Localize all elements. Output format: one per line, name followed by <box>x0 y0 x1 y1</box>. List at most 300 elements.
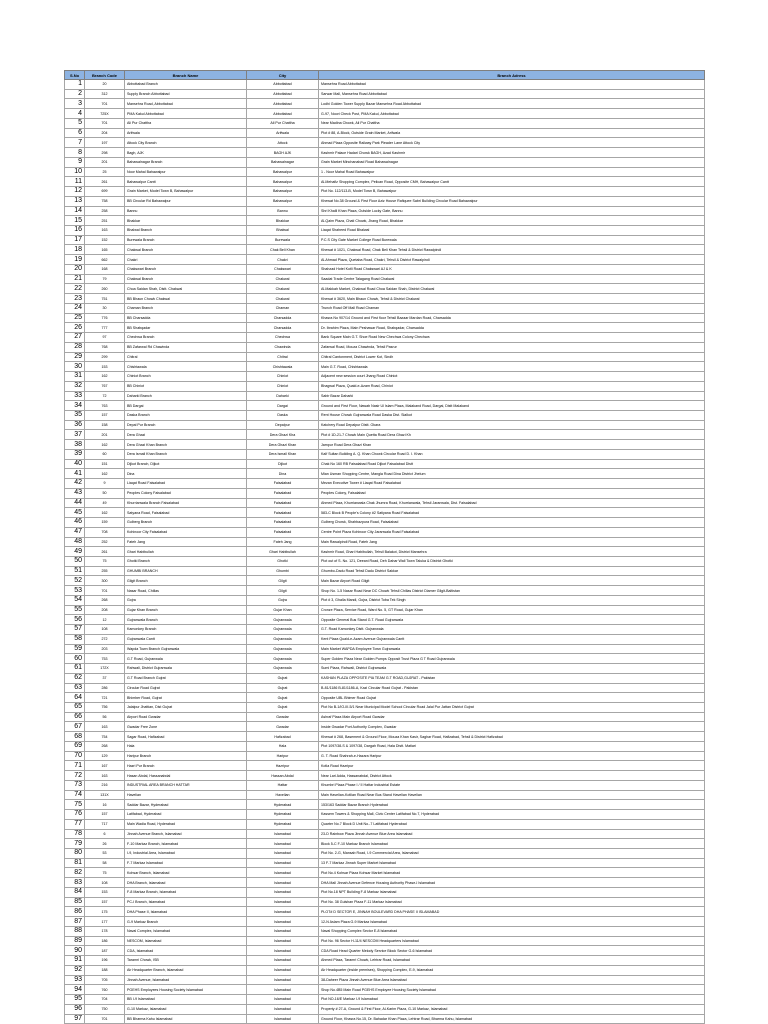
cell-branch-name: BB Bharma Kahu Islamabad <box>125 1014 247 1024</box>
cell-branch-code: 208 <box>85 605 125 615</box>
cell-sno: 91 <box>65 956 85 966</box>
cell-branch-code: 177 <box>85 917 125 927</box>
cell-city: Ghotki <box>247 556 319 566</box>
cell-sno: 21 <box>65 274 85 284</box>
cell-city: Gilgit <box>247 586 319 596</box>
cell-sno: 61 <box>65 664 85 674</box>
table-row <box>65 722 705 732</box>
cell-sno: 51 <box>65 566 85 576</box>
cell-branch-code: 751 <box>85 294 125 304</box>
cell-branch-code: 758 <box>85 196 125 206</box>
cell-branch-code: 701 <box>85 118 125 128</box>
cell-sno: 58 <box>65 634 85 644</box>
cell-city: Bannu <box>247 206 319 216</box>
cell-branch-address: Kashmir Palace Hadari Chowk BAGH, Azad Kashmir <box>319 148 705 158</box>
cell-sno: 85 <box>65 897 85 907</box>
cell-city: Dina <box>247 469 319 479</box>
cell-branch-code: 153 <box>85 887 125 897</box>
cell-branch-name: BB Circular Rd Bahawalpur <box>125 196 247 206</box>
cell-city: Hyderabad <box>247 810 319 820</box>
cell-city: Bahawalpur <box>247 177 319 187</box>
table-row <box>65 216 705 226</box>
cell-branch-address: Block 5-C F-10 Markaz Branch Islamabad <box>319 839 705 849</box>
cell-sno: 40 <box>65 459 85 469</box>
cell-city: Gujrat <box>247 673 319 683</box>
cell-branch-name: Gilgit Branch <box>125 576 247 586</box>
cell-branch-code: 767 <box>85 381 125 391</box>
cell-branch-address: Cronze Plaza, Service Road, Ward No. 5, GT Road, Gujar Khan <box>319 605 705 615</box>
cell-city: Islamabad <box>247 829 319 839</box>
cell-branch-address: Main Havelian-Kotlian Road Near Bus Stand Havelian Havelian <box>319 790 705 800</box>
cell-city: Chiniot <box>247 372 319 382</box>
table-row <box>65 537 705 547</box>
cell-branch-code: 286 <box>85 683 125 693</box>
table-row <box>65 80 705 90</box>
cell-sno: 60 <box>65 654 85 664</box>
header-row <box>65 71 705 80</box>
cell-branch-address: Near Lari Adda, Hassanabdal, District Attock <box>319 771 705 781</box>
table-row <box>65 264 705 274</box>
cell-branch-address: Kent Plaza Quaid-e-Azam Avenue Gujranwala Cantt <box>319 634 705 644</box>
cell-branch-address: 583-C Block B People's Colony #2 Satiyana Road Faisalabad <box>319 508 705 518</box>
cell-branch-address: Ground and First Floor, Nawab Nasir Ul Islam Plaza, Malakand Road, Dargai, Distt Malakand <box>319 401 705 411</box>
cell-city: Faisalabad <box>247 518 319 528</box>
cell-branch-address: 153/163 Saddar Bazar Branch Hyderabad <box>319 800 705 810</box>
cell-sno: 77 <box>65 819 85 829</box>
cell-city: Dera Ismail Khan <box>247 449 319 459</box>
cell-branch-name: G-10 Markaz, Islamabad <box>125 1004 247 1014</box>
table-row <box>65 449 705 459</box>
cell-branch-name: Chakwal Branch <box>125 245 247 255</box>
cell-branch-name: BB I-9 Islamabad <box>125 995 247 1005</box>
table-row <box>65 148 705 158</box>
cell-branch-address: Al-Mehafiz Shopping Complex, Pelican Road, Opposite CMH, Bahawalpur Cantt <box>319 177 705 187</box>
cell-sno: 88 <box>65 926 85 936</box>
cell-city: Arifwala <box>247 128 319 138</box>
cell-city: Chaman <box>247 303 319 313</box>
table-row <box>65 946 705 956</box>
cell-branch-address: Shri Khalil Khan Plaza, Outside Lucky Gate, Bannu <box>319 206 705 216</box>
header-sno: S.No <box>65 71 85 80</box>
table-row <box>65 547 705 557</box>
cell-branch-code: 777 <box>85 323 125 333</box>
cell-city: Attock <box>247 138 319 148</box>
cell-branch-address: Plot # 88, A-Block, Outside Grain Market, Arifwala <box>319 128 705 138</box>
table-row <box>65 819 705 829</box>
cell-sno: 52 <box>65 576 85 586</box>
cell-branch-name: Ali Pur Chattha <box>125 118 247 128</box>
cell-branch-name: GHUMBI BRANCH <box>125 566 247 576</box>
cell-city: Islamabad <box>247 956 319 966</box>
cell-city: Islamabad <box>247 1004 319 1014</box>
cell-branch-name: Saddar Bazar, Hyderabad <box>125 800 247 810</box>
table-row <box>65 975 705 985</box>
cell-branch-code: 129 <box>85 751 125 761</box>
cell-sno: 70 <box>65 751 85 761</box>
cell-branch-address: Sabir Bazar Daharki <box>319 391 705 401</box>
cell-sno: 24 <box>65 303 85 313</box>
cell-branch-name: Dina <box>125 469 247 479</box>
cell-branch-code: 50 <box>85 488 125 498</box>
cell-city: Chiniot <box>247 381 319 391</box>
cell-sno: 1 <box>65 80 85 90</box>
cell-sno: 42 <box>65 479 85 489</box>
table-row <box>65 907 705 917</box>
cell-branch-address: Air Headquarter (inside premises), Shopping Complex, E-9, Islamabad <box>319 965 705 975</box>
cell-branch-code: 268 <box>85 595 125 605</box>
cell-branch-name: Satyana Road, Faisalabad <box>125 508 247 518</box>
cell-city: Islamabad <box>247 936 319 946</box>
cell-sno: 57 <box>65 625 85 635</box>
table-row <box>65 995 705 1005</box>
cell-branch-name: Gujranwala Branch <box>125 615 247 625</box>
cell-branch-name: Latifabad, Hyderabad <box>125 810 247 820</box>
cell-city: Faisalabad <box>247 479 319 489</box>
cell-branch-code: 6 <box>85 829 125 839</box>
cell-branch-name: Air Headquarter Branch, Islamabad <box>125 965 247 975</box>
cell-branch-code: 163 <box>85 722 125 732</box>
cell-branch-address: Inside Gwadar Port Authority Complex, Gwadar <box>319 722 705 732</box>
table-row <box>65 703 705 713</box>
cell-branch-name: BB Zafarwal Rd Chawinda <box>125 342 247 352</box>
cell-city: Islamabad <box>247 985 319 995</box>
cell-branch-name: Arifwala <box>125 128 247 138</box>
cell-branch-name: Peoples Colony Faisalabad <box>125 488 247 498</box>
cell-branch-address: Bhagwal Plaza, Quaid-e-Azam Road, Chiniot <box>319 381 705 391</box>
cell-sno: 84 <box>65 887 85 897</box>
cell-city: Islamabad <box>247 975 319 985</box>
cell-branch-address: Trunch Road Off Mall Road Chaman <box>319 303 705 313</box>
cell-branch-code: 268 <box>85 741 125 751</box>
cell-branch-address: Ahmed Plaza, Khurrianwala Chak Jhumra Road, Khurrianwala, Tehsil Jaranwala, Dist. Faisalabad <box>319 498 705 508</box>
cell-branch-code: 701 <box>85 586 125 596</box>
cell-branch-code: 157 <box>85 897 125 907</box>
cell-branch-address: Main Rawalpindi Road, Fateh Jang <box>319 537 705 547</box>
cell-branch-address: Plot No. 96 Sector H-11/4 NESCOM Headquarters Islamabad <box>319 936 705 946</box>
cell-city: Depalpur <box>247 420 319 430</box>
cell-branch-code: 162 <box>85 372 125 382</box>
cell-sno: 93 <box>65 975 85 985</box>
cell-sno: 90 <box>65 946 85 956</box>
cell-sno: 79 <box>65 839 85 849</box>
cell-branch-address: Katchery Road Depalpur Distt. Okara <box>319 420 705 430</box>
cell-branch-code: 721 <box>85 693 125 703</box>
cell-city: Islamabad <box>247 887 319 897</box>
cell-branch-code: 9 <box>85 479 125 489</box>
cell-branch-code: 701 <box>85 99 125 109</box>
cell-city: Abbottabad <box>247 109 319 119</box>
cell-branch-address: Kalf Sultan Building A. Q. Khan Chowk Circular Road D. I. Khan <box>319 449 705 459</box>
cell-sno: 95 <box>65 995 85 1005</box>
header-branch-address: Branch Adress <box>319 71 705 80</box>
cell-city: Gujar Khan <box>247 605 319 615</box>
cell-branch-name: Dera Ismail Khan Branch <box>125 449 247 459</box>
cell-branch-name: Bhimber Road, Gujrat <box>125 693 247 703</box>
cell-branch-address: Khewat # 268, Basement & Ground Floor, Mouza Khan Kasir, Saghar Road, Hafizabad, Tehsil & District Hafizabad <box>319 732 705 742</box>
table-row <box>65 956 705 966</box>
cell-branch-name: CDA, Islamabad <box>125 946 247 956</box>
cell-city: Gilgit <box>247 576 319 586</box>
cell-branch-code: 760 <box>85 985 125 995</box>
cell-branch-code: 30 <box>85 303 125 313</box>
cell-branch-code: 187 <box>85 946 125 956</box>
table-row <box>65 459 705 469</box>
cell-branch-address: 12-N Aslam Plaza G-9 Markaz Islamabad <box>319 917 705 927</box>
table-row <box>65 527 705 537</box>
cell-branch-name: Nasar Road, Chillas <box>125 586 247 596</box>
table-row <box>65 430 705 440</box>
cell-sno: 16 <box>65 226 85 236</box>
cell-city: Islamabad <box>247 907 319 917</box>
table-row <box>65 576 705 586</box>
cell-sno: 56 <box>65 615 85 625</box>
cell-branch-address: Shop No.4B5 Main Road PGEHS Employee Housing Society Islamabad <box>319 985 705 995</box>
cell-branch-name: Gujar Khan Branch <box>125 605 247 615</box>
cell-sno: 97 <box>65 1014 85 1024</box>
table-row <box>65 664 705 674</box>
cell-sno: 55 <box>65 605 85 615</box>
cell-city: Faisalabad <box>247 527 319 537</box>
table-row <box>65 693 705 703</box>
cell-branch-code: 157 <box>85 810 125 820</box>
cell-city: Islamabad <box>247 849 319 859</box>
cell-sno: 41 <box>65 469 85 479</box>
cell-sno: 89 <box>65 936 85 946</box>
cell-branch-address: Khumbri Plaza Phase I / II Hattar Industrial Estate <box>319 780 705 790</box>
cell-branch-name: PMA Kakul Abbottabad <box>125 109 247 119</box>
cell-city: Faisalabad <box>247 488 319 498</box>
cell-sno: 96 <box>65 1004 85 1014</box>
cell-city: Faisalabad <box>247 498 319 508</box>
cell-branch-name: Gojra <box>125 595 247 605</box>
cell-branch-code: 776 <box>85 313 125 323</box>
table-row <box>65 177 705 187</box>
cell-city: Abbottabad <box>247 99 319 109</box>
cell-branch-name: Hasan Abdal, Hassanabdal <box>125 771 247 781</box>
cell-branch-code: 298 <box>85 148 125 158</box>
cell-branch-address: Jampur Road Dera Ghazi Khan <box>319 440 705 450</box>
cell-branch-name: Naval Complex, Islamabad <box>125 926 247 936</box>
table-row <box>65 284 705 294</box>
cell-branch-name: Havelian <box>125 790 247 800</box>
cell-city: Gujranwala <box>247 615 319 625</box>
cell-city: Bahawalpur <box>247 196 319 206</box>
cell-branch-code: 26 <box>85 839 125 849</box>
cell-branch-code: 167 <box>85 761 125 771</box>
cell-city: Chak Beli Khan <box>247 245 319 255</box>
cell-branch-address: Ghumbo-Dadu Road Tehsil Dadu District Sakkar <box>319 566 705 576</box>
cell-city: Charsadda <box>247 323 319 333</box>
cell-branch-name: Bannu <box>125 206 247 216</box>
cell-branch-address: Plot No. 38 Gulshan Plaza F-11 Markaz Islamabad <box>319 897 705 907</box>
cell-city: Hala <box>247 741 319 751</box>
cell-branch-name: Rahwali, District Gujranwala <box>125 664 247 674</box>
cell-branch-name: Abbottabad Branch <box>125 80 247 90</box>
table-row <box>65 829 705 839</box>
cell-branch-address: KASHAN PLAZA OPPOSITE PIA TEAM G.T ROAD,GUJRAT - Pakistan <box>319 673 705 683</box>
cell-branch-address: Opposite General Bus Stand G.T. Road Gujranwala <box>319 615 705 625</box>
cell-city: Daharki <box>247 391 319 401</box>
cell-city: Dera Ghazi Kha <box>247 430 319 440</box>
cell-sno: 64 <box>65 693 85 703</box>
cell-branch-name: Taramri Chowk, ISB <box>125 956 247 966</box>
cell-sno: 54 <box>65 595 85 605</box>
cell-branch-code: 188 <box>85 965 125 975</box>
cell-sno: 75 <box>65 800 85 810</box>
cell-branch-name: Chishtawala <box>125 362 247 372</box>
cell-branch-address: Ashraf Plaza Main Airport Road Gwadar <box>319 712 705 722</box>
cell-branch-code: 299 <box>85 352 125 362</box>
cell-sno: 12 <box>65 187 85 197</box>
cell-branch-name: F-7 Markaz Islamabad <box>125 858 247 868</box>
cell-branch-name: Burewala Branch <box>125 235 247 245</box>
table-row <box>65 965 705 975</box>
cell-sno: 47 <box>65 527 85 537</box>
cell-branch-code: 53 <box>85 849 125 859</box>
cell-branch-address: Bank Square Main G.T. Shoe Road New Chechwa Colony Chechwa <box>319 333 705 343</box>
cell-branch-code: 255 <box>85 566 125 576</box>
cell-branch-name: Daska Branch <box>125 410 247 420</box>
table-row <box>65 556 705 566</box>
cell-city: Gojra <box>247 595 319 605</box>
cell-sno: 76 <box>65 810 85 820</box>
cell-sno: 86 <box>65 907 85 917</box>
cell-sno: 32 <box>65 381 85 391</box>
cell-branch-code: 251 <box>85 216 125 226</box>
cell-branch-address: Zafarwal Road, Mouza Chawinda, Tehsil Pasrur <box>319 342 705 352</box>
cell-branch-code: 312 <box>85 89 125 99</box>
cell-sno: 63 <box>65 683 85 693</box>
cell-branch-address: Kassem Towers & Shopping Mall, Civic Center Latifabad No.7, Hyderabad <box>319 810 705 820</box>
table-row <box>65 313 705 323</box>
cell-city: Havelian <box>247 790 319 800</box>
cell-branch-address: Plot No.4 Kohsar Plaza Kohsar Market Islamabad <box>319 868 705 878</box>
cell-branch-name: DHA Phase II, Islamabad <box>125 907 247 917</box>
cell-sno: 25 <box>65 313 85 323</box>
table-row <box>65 440 705 450</box>
cell-sno: 46 <box>65 518 85 528</box>
table-row <box>65 1014 705 1024</box>
cell-branch-code: 25 <box>85 167 125 177</box>
cell-sno: 2 <box>65 89 85 99</box>
table-row <box>65 732 705 742</box>
cell-city: Ghari Habibullah <box>247 547 319 557</box>
cell-city: BAGH AJK <box>247 148 319 158</box>
cell-branch-address: Kashmir Road, Ghari Habibullah, Tehsil Balakot, District Mansehra <box>319 547 705 557</box>
cell-branch-name: Jinnah Avenue Branch, Islamabad <box>125 829 247 839</box>
cell-city: Islamabad <box>247 897 319 907</box>
cell-sno: 45 <box>65 508 85 518</box>
cell-branch-name: Sagar Road, Hafizabad <box>125 732 247 742</box>
cell-branch-name: Gulberg Branch <box>125 518 247 528</box>
cell-branch-address: Super Golden Plaza Near Golden Pumps Opposit Trust Plaza G T Road Gujranwala <box>319 654 705 664</box>
cell-branch-name: Noor Mahal Bahawalpur <box>125 167 247 177</box>
cell-sno: 29 <box>65 352 85 362</box>
cell-branch-code: 725X <box>85 109 125 119</box>
table-row <box>65 508 705 518</box>
cell-city: Gujranwala <box>247 625 319 635</box>
cell-branch-address: G.T. Road Kamonkey Distt. Gujranwala <box>319 625 705 635</box>
cell-branch-name: Liaqat Road Faisalabad <box>125 479 247 489</box>
table-row <box>65 420 705 430</box>
cell-branch-name: BB Charsadda <box>125 313 247 323</box>
table-row <box>65 362 705 372</box>
cell-branch-address: Plot No B-1/IO-III-5/1 Near Municipal Model School Circular Road Jalal Pur Jattan District Gujrat <box>319 703 705 713</box>
cell-branch-code: 97 <box>85 333 125 343</box>
cell-branch-name: Bhakkar <box>125 216 247 226</box>
cell-city: Gujranwala <box>247 644 319 654</box>
table-row <box>65 868 705 878</box>
cell-branch-name: BB Shabqadar <box>125 323 247 333</box>
cell-branch-name: Bahawalnagar Branch <box>125 157 247 167</box>
cell-city: Haripur <box>247 751 319 761</box>
table-row <box>65 381 705 391</box>
cell-branch-code: 717 <box>85 819 125 829</box>
cell-branch-name: Kohinoor City Faisalabad <box>125 527 247 537</box>
cell-branch-code: 163 <box>85 226 125 236</box>
cell-branch-code: 79 <box>85 274 125 284</box>
cell-city: Chakwal <box>247 274 319 284</box>
cell-branch-code: 708 <box>85 527 125 537</box>
cell-branch-name: Dijkot Branch, Dijkot <box>125 459 247 469</box>
cell-sno: 82 <box>65 868 85 878</box>
header-branch-name: Branch Name <box>125 71 247 80</box>
cell-city: Dijkot <box>247 459 319 469</box>
table-row <box>65 342 705 352</box>
cell-branch-code: 159 <box>85 518 125 528</box>
cell-sno: 13 <box>65 196 85 206</box>
table-row <box>65 401 705 411</box>
table-row <box>65 333 705 343</box>
cell-city: Gwadar <box>247 712 319 722</box>
table-row <box>65 858 705 868</box>
cell-city: Chakwal <box>247 284 319 294</box>
table-row <box>65 849 705 859</box>
cell-branch-address: CDA Road Head Quarter Melody Service Block Sector G-6 Islamabad <box>319 946 705 956</box>
table-row <box>65 683 705 693</box>
cell-branch-name: Chitral <box>125 352 247 362</box>
table-row <box>65 226 705 236</box>
cell-branch-address: Gulberg Chowk, Shahbazpura Road, Faisalabad <box>319 518 705 528</box>
cell-sno: 17 <box>65 235 85 245</box>
cell-sno: 34 <box>65 401 85 411</box>
cell-branch-name: Main Wadia Road, Hyderabad <box>125 819 247 829</box>
cell-branch-name: NESCOM, Islamabad <box>125 936 247 946</box>
table-row <box>65 634 705 644</box>
cell-branch-address: Opposite UBL Bhimer Road Gujrat <box>319 693 705 703</box>
table-row <box>65 206 705 216</box>
cell-branch-address: Chitral Cantonment, District Lower Kot, Sindh <box>319 352 705 362</box>
cell-city: Gwadar <box>247 722 319 732</box>
cell-sno: 48 <box>65 537 85 547</box>
cell-city: Hattar <box>247 780 319 790</box>
cell-branch-name: Circular Road Gujrat <box>125 683 247 693</box>
cell-sno: 31 <box>65 372 85 382</box>
cell-branch-code: 49 <box>85 498 125 508</box>
cell-branch-code: 75 <box>85 868 125 878</box>
table-row <box>65 605 705 615</box>
cell-branch-address: Rent House Chowk Gujranwala Road Daska Dist. Sialkot <box>319 410 705 420</box>
table-row <box>65 615 705 625</box>
table-row <box>65 196 705 206</box>
cell-city: Islamabad <box>247 858 319 868</box>
cell-branch-address: Khewat # 1021, Chakwal Road, Chak Beli Khan Tehsil & District Rawalpindi <box>319 245 705 255</box>
cell-branch-name: Khurrianwala Branch Faisalabad <box>125 498 247 508</box>
table-row <box>65 644 705 654</box>
cell-branch-code: 56 <box>85 712 125 722</box>
cell-branch-address: Khasra No 907/14 Ground and First floor Tehsil Bazaar Mardan Road, Charsadda <box>319 313 705 323</box>
cell-sno: 80 <box>65 849 85 859</box>
